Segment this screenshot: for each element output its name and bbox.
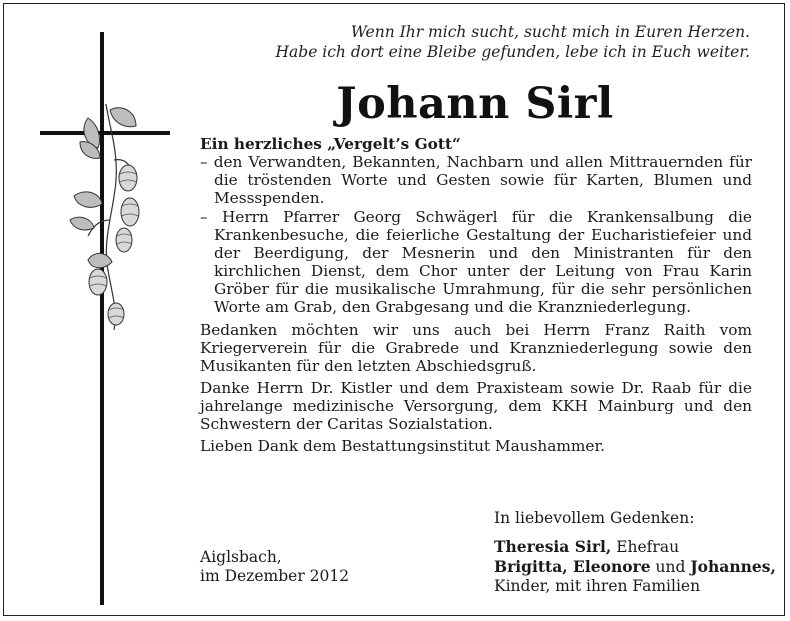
date-line: im Dezember 2012 bbox=[200, 567, 350, 585]
widow-role: Ehefrau bbox=[611, 538, 680, 556]
children-conjunction: und bbox=[650, 558, 691, 576]
thanks-intro: Ein herzliches „Vergelt’s Gott“ bbox=[200, 135, 461, 153]
place-and-date bbox=[200, 548, 349, 586]
signature-children bbox=[494, 557, 776, 577]
thanks-bullet-2: – Herrn Pfarrer Georg Schwägerl für die Krankensalbung die Krankenbesuche, die feierliche Gestaltung der Eucharistiefeier und der Beerdigung, der Mesnerin und den Ministranten für den kirchlichen Dienst, dem Chor unter der Leitung von Frau Karin Gröber für die musikalische Umrahmung, für die sehr persönlichen Worte am Grab, den Grabgesang und die Kranzniederlegung. bbox=[200, 208, 752, 316]
thanks-paragraph-3: Lieben Dank dem Bestattungsinstitut Maushammer. bbox=[200, 437, 605, 455]
place-line: Aiglsbach, bbox=[200, 548, 282, 566]
hops-vine-icon bbox=[58, 100, 148, 340]
thanks-paragraph-1: Bedanken möchten wir uns auch bei Herrn Franz Raith vom Kriegerverein für die Grabrede und Kranzniederlegung sowie den Musikanten für den letzten Abschiedsgruß. bbox=[200, 321, 752, 375]
thanks-body bbox=[200, 135, 752, 455]
motto-line-1: Wenn Ihr mich sucht, sucht mich in Euren Herzen. bbox=[350, 23, 750, 41]
signature-block bbox=[494, 509, 776, 596]
child-name-3: Johannes, bbox=[690, 557, 776, 576]
child-name-2: Eleonore bbox=[567, 557, 651, 576]
memorial-motto bbox=[200, 22, 750, 62]
deceased-name: Johann Sirl bbox=[336, 79, 614, 129]
thanks-bullet-1: – den Verwandten, Bekannten, Nachbarn und allen Mittrauernden für die tröstenden Worte und Gesten sowie für Karten, Blumen und Messspenden. bbox=[200, 153, 752, 207]
thanks-paragraph-2: Danke Herrn Dr. Kistler und dem Praxisteam sowie Dr. Raab für die jahrelange medizinische Versorgung, dem KKH Mainburg und den Schwestern der Caritas Sozialstation. bbox=[200, 379, 752, 433]
signature-widow bbox=[494, 537, 776, 557]
motto-line-2: Habe ich dort eine Bleibe gefunden, lebe ich in Euch weiter. bbox=[275, 43, 750, 61]
child-name-1: Brigitta, bbox=[494, 557, 568, 576]
signature-family: Kinder, mit ihren Familien bbox=[494, 577, 701, 595]
widow-name: Theresia Sirl, bbox=[494, 537, 612, 556]
signature-lead: In liebevollem Gedenken: bbox=[494, 509, 695, 527]
